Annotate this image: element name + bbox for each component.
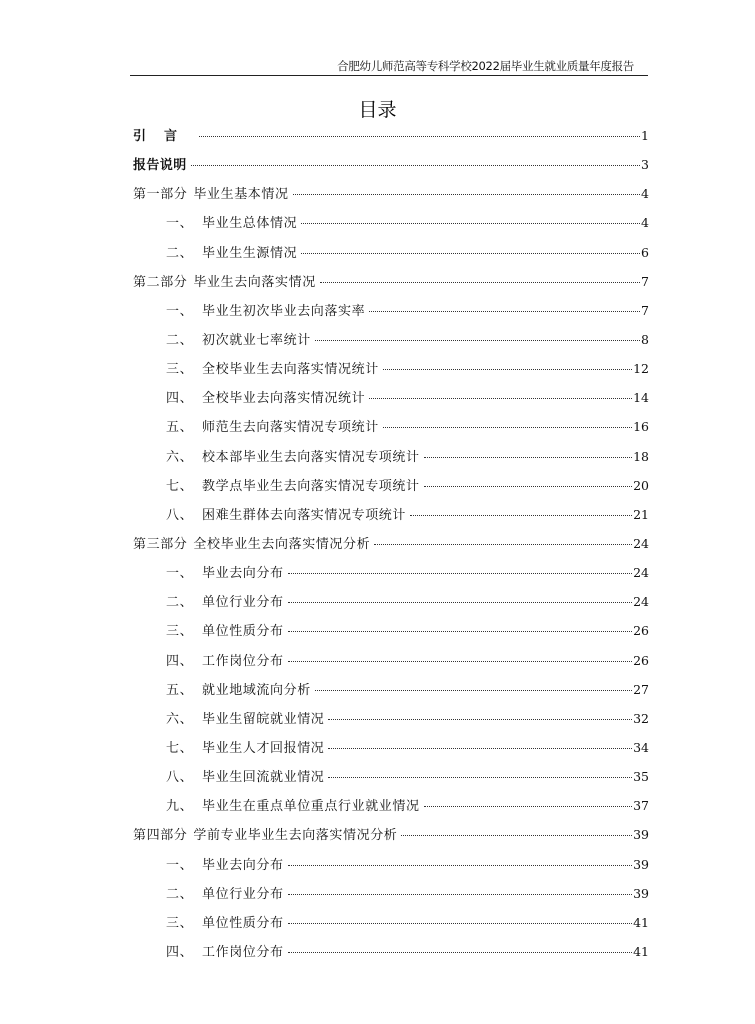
toc-entry-label [133,501,406,530]
toc-entry-number: 五、 [166,420,194,436]
toc-entry-number: 七、 [166,478,194,494]
toc-entry-page: 18 [633,448,649,464]
toc-entry-number: 九、 [166,799,194,815]
toc-entry-page: 16 [633,419,649,435]
toc-entry-page: 24 [633,565,649,581]
toc-entry-text: 师范生去向落实情况专项统计 [202,420,379,436]
dot-leader [315,340,640,341]
toc-entry-number: 四、 [166,653,194,669]
toc-entry[interactable] [133,850,649,879]
toc-entry[interactable] [133,267,649,296]
toc-entry[interactable] [133,121,649,150]
toc-entry-label [133,297,365,326]
toc-entry-number: 二、 [166,245,194,261]
dot-leader [301,253,640,254]
toc-entry-page: 1 [641,128,649,143]
dot-leader [288,631,632,632]
toc-entry[interactable] [133,412,649,441]
toc-entry-number: 二、 [166,332,194,348]
toc-entry[interactable] [133,908,649,937]
toc-entry-page: 24 [633,535,649,551]
toc-entry-label [133,180,289,209]
toc-entry-number: 五、 [166,682,194,698]
toc-entry-label [133,617,284,646]
toc-entry-text: 校本部毕业生去向落实情况专项统计 [202,449,420,465]
toc-entry-text: 工作岗位分布 [202,944,284,960]
toc-entry-text: 困难生群体去向落实情况专项统计 [202,507,407,523]
toc-entry-number: 三、 [166,362,194,378]
toc-entry-label [133,763,324,792]
toc-entry-text: 引言 [133,129,196,144]
toc-entry[interactable] [133,529,649,558]
toc-entry-label [133,209,297,238]
toc-entry-page: 39 [633,827,649,843]
dot-leader [424,486,632,487]
toc-entry-page: 6 [641,244,649,260]
toc-entry-number: 第一部分 [133,187,188,203]
toc-entry-number: 四、 [166,944,194,960]
toc-entry-number: 三、 [166,624,194,640]
toc-entry[interactable] [133,820,649,849]
toc-entry-text: 就业地域流向分析 [202,682,311,698]
toc-entry[interactable] [133,762,649,791]
toc-entry-page: 20 [633,477,649,493]
dot-leader [383,369,632,370]
toc-entry-text: 毕业生回流就业情况 [202,770,325,786]
toc-entry-label [133,909,284,938]
toc-entry-label [133,938,284,967]
dot-leader [320,282,640,283]
toc-entry-text: 全校毕业生去向落实情况分析 [193,536,371,552]
dot-leader [288,923,632,924]
dot-leader [293,194,640,195]
toc-entry-text: 毕业生生源情况 [202,245,298,261]
toc-entry-page: 32 [633,710,649,726]
toc-entry-label [133,326,311,355]
toc-entry[interactable] [133,791,649,820]
toc-entry-text: 工作岗位分布 [202,653,284,669]
toc-entry-number: 二、 [166,595,194,611]
toc-entry-text: 全校毕业去向落实情况统计 [202,391,366,407]
toc-entry-number: 第三部分 [133,536,188,552]
toc-entry-page: 7 [641,273,649,289]
toc-entry-label [133,122,195,151]
toc-entry-number: 六、 [166,449,194,465]
toc-entry-label [133,151,187,180]
toc-entry-page: 26 [633,623,649,639]
toc-entry-page: 39 [633,856,649,872]
dot-leader [288,952,632,953]
dot-leader [374,544,632,545]
toc-entry-label [133,880,284,909]
dot-leader [199,136,640,137]
toc-entry-page: 12 [633,361,649,377]
toc-entry-number: 二、 [166,886,194,902]
toc-entry[interactable] [133,442,649,471]
dot-leader [401,835,632,836]
toc-entry-page: 3 [641,157,649,173]
toc-entry-number: 第二部分 [133,274,188,290]
toc-entry[interactable] [133,500,649,529]
dot-leader [288,865,632,866]
toc-entry-label [133,268,316,297]
toc-entry-page: 41 [633,943,649,959]
toc-entry[interactable] [133,733,649,762]
toc-entry-number: 一、 [166,216,194,232]
dot-leader [369,311,640,312]
toc-entry[interactable] [133,675,649,704]
toc-entry[interactable] [133,208,649,237]
toc-entry-text: 毕业生人才回报情况 [202,740,325,756]
toc-entry-page: 24 [633,594,649,610]
toc-entry-label [133,384,365,413]
dot-leader [191,165,640,166]
toc-entry-page: 4 [641,215,649,231]
toc-entry-text: 毕业生留皖就业情况 [202,711,325,727]
toc-entry-text: 单位行业分布 [202,886,284,902]
toc-entry-number: 一、 [166,857,194,873]
dot-leader [328,777,632,778]
dot-leader [315,690,632,691]
dot-leader [288,661,632,662]
toc-entry-label [133,792,420,821]
toc-entry[interactable] [133,558,649,587]
dot-leader [328,719,632,720]
toc-entry[interactable] [133,150,649,179]
toc-entry-text: 报告说明 [133,158,187,174]
toc-entry-label [133,734,324,763]
toc-entry[interactable] [133,937,649,966]
toc-entry-number: 七、 [166,740,194,756]
toc-entry-page: 39 [633,885,649,901]
toc-entry-page: 4 [641,186,649,202]
dot-leader [301,223,640,224]
toc-entry-label [133,413,379,442]
toc-entry-page: 14 [633,390,649,406]
toc-entry-text: 初次就业七率统计 [202,332,311,348]
toc-entry-label [133,472,420,501]
toc-entry[interactable] [133,179,649,208]
toc-entry-page: 27 [633,681,649,697]
toc-entry-text: 毕业生总体情况 [202,216,298,232]
toc-entry-text: 毕业生在重点单位重点行业就业情况 [202,799,420,815]
toc-entry-text: 单位性质分布 [202,915,284,931]
toc-entry-number: 一、 [166,303,194,319]
toc-entry[interactable] [133,704,649,733]
dot-leader [424,806,632,807]
toc-entry-text: 毕业去向分布 [202,857,284,873]
dot-leader [328,748,632,749]
toc-entry-text: 毕业生初次毕业去向落实率 [202,303,366,319]
toc-title: 目录 [358,99,397,121]
toc-entry[interactable] [133,587,649,616]
toc-entry-text: 全校毕业生去向落实情况统计 [202,362,379,378]
toc-entry[interactable] [133,879,649,908]
toc-entry-label [133,647,284,676]
toc-entry-label [133,588,284,617]
toc-entry-label [133,821,397,850]
dot-leader [369,398,632,399]
toc-entry-number: 四、 [166,391,194,407]
toc-entry[interactable] [133,383,649,412]
toc-entry[interactable] [133,296,649,325]
toc-entry-number: 一、 [166,566,194,582]
toc-entry-page: 35 [633,769,649,785]
table-of-contents [133,121,649,966]
toc-entry[interactable] [133,471,649,500]
toc-entry-label [133,705,324,734]
toc-entry-number: 八、 [166,770,194,786]
toc-entry-page: 37 [633,798,649,814]
toc-entry-number: 八、 [166,507,194,523]
toc-entry-label [133,851,284,880]
toc-entry-label [133,239,297,268]
toc-entry-text: 单位性质分布 [202,624,284,640]
toc-entry-page: 26 [633,652,649,668]
running-header: 合肥幼儿师范高等专科学校2022届毕业生就业质量年度报告 [337,59,634,73]
toc-entry-page: 7 [641,302,649,318]
toc-entry[interactable] [133,325,649,354]
toc-entry-text: 单位行业分布 [202,595,284,611]
toc-entry-page: 21 [633,506,649,522]
toc-entry-number: 六、 [166,711,194,727]
toc-entry-text: 学前专业毕业生去向落实情况分析 [193,828,398,844]
toc-entry-page: 41 [633,914,649,930]
toc-entry-text: 毕业去向分布 [202,566,284,582]
dot-leader [410,515,632,516]
toc-entry-label [133,559,284,588]
dot-leader [288,602,632,603]
toc-entry-text: 教学点毕业生去向落实情况专项统计 [202,478,420,494]
dot-leader [288,894,632,895]
toc-entry[interactable] [133,354,649,383]
toc-entry-label [133,355,379,384]
toc-entry-text: 毕业生去向落实情况 [193,274,316,290]
header-rule [130,75,648,76]
toc-entry-label [133,443,420,472]
dot-leader [424,457,632,458]
dot-leader [288,573,632,574]
toc-entry-text: 毕业生基本情况 [193,187,289,203]
toc-entry-label [133,530,370,559]
toc-entry-page: 8 [641,331,649,347]
toc-entry[interactable] [133,646,649,675]
toc-entry[interactable] [133,616,649,645]
toc-entry-number: 三、 [166,915,194,931]
toc-entry[interactable] [133,238,649,267]
toc-entry-number: 第四部分 [133,828,188,844]
dot-leader [383,427,632,428]
toc-entry-label [133,676,311,705]
toc-entry-page: 34 [633,739,649,755]
